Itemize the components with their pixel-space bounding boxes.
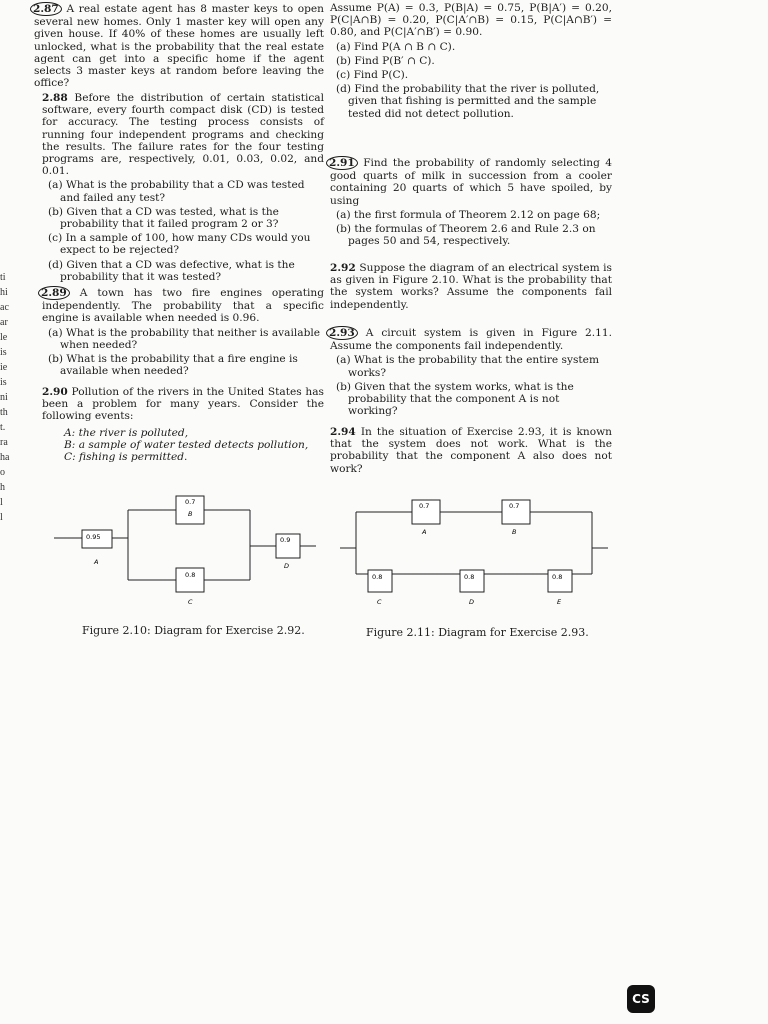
event-definition: C: fishing is permitted. xyxy=(64,451,188,464)
exercise-part: (a) What is the probability that the entire system works? xyxy=(336,354,599,379)
component-a xyxy=(82,530,112,566)
component-value: 0.8 xyxy=(185,571,196,579)
figure-2-11-diagram xyxy=(340,496,608,616)
component-b xyxy=(176,496,204,524)
component-b xyxy=(502,500,530,536)
exercise-part: (a) What is the probability that neither is available when needed? xyxy=(48,326,321,351)
component-label: D xyxy=(284,562,290,570)
exercise-2-94 xyxy=(330,426,612,475)
exercise-part: (b) What is the probability that a fire engine is available when needed? xyxy=(48,353,298,378)
figure-2-11-caption: Figure 2.11: Diagram for Exercise 2.93. xyxy=(366,626,589,639)
figure-2-10-caption: Figure 2.10: Diagram for Exercise 2.92. xyxy=(82,624,305,637)
exercise-2-93 xyxy=(330,326,612,417)
exercise-text: Pollution of the rivers in the United States has been a problem for many years. Consider the following events: xyxy=(42,386,324,423)
figure-2-10-diagram xyxy=(54,494,316,614)
component-label: C xyxy=(377,598,382,606)
exercise-part: (b) Given that the system works, what is the probability that the component A is not working? xyxy=(336,380,574,418)
component-label: D xyxy=(469,598,475,606)
exercise-2-87 xyxy=(34,2,324,89)
component-label: A xyxy=(422,528,427,536)
exercise-number-circled: 2.91 xyxy=(326,156,358,170)
exercise-text: Assume P(A) = 0.3, P(B|A) = 0.75, P(B|A′) = 0.20, P(C|A∩B) = 0.20, P(C|A′∩B) = 0.15, P(C|A∩B′) = 0.80, and P(C|A′∩B′) = 0.90. xyxy=(330,2,612,39)
component-value: 0.7 xyxy=(509,502,520,510)
exercise-part: (d) Find the probability that the river is polluted, given that fishing is permitted and the sample tested did not detect pollution. xyxy=(336,83,600,120)
component-d xyxy=(276,534,300,570)
exercise-text: In the situation of Exercise 2.93, it is known that the system does not work. What is the probability that the component A also does not work? xyxy=(330,426,612,475)
exercise-part: (b) the formulas of Theorem 2.6 and Rule 2.3 on pages 50 and 54, respectively. xyxy=(336,223,596,248)
exercise-part: (a) the first formula of Theorem 2.12 on page 68; xyxy=(336,208,601,221)
exercise-number-circled: 2.89 xyxy=(38,286,70,300)
exercise-2-90-continued xyxy=(330,2,612,120)
exercise-number: 2.92 xyxy=(330,262,356,274)
exercise-text: A real estate agent has 8 master keys to open several new homes. Only 1 master key will open any given house. If 40% of these homes are usually left unlocked, what is the probability that the real estate agent can get into a specific home if the agent selects 3 master keys at random before leaving the office? xyxy=(34,3,324,90)
component-label: A xyxy=(94,558,99,566)
component-value: 0.9 xyxy=(280,536,291,544)
exercise-2-89 xyxy=(42,286,324,377)
exercise-part: (b) Find P(B′ ∩ C). xyxy=(336,54,435,67)
component-value: 0.8 xyxy=(372,573,383,581)
component-value: 0.7 xyxy=(419,502,430,510)
event-definition: B: a sample of water tested detects pollution, xyxy=(64,438,309,451)
exercise-2-92 xyxy=(330,262,612,311)
component-value: 0.95 xyxy=(86,533,101,541)
exercise-part: (c) Find P(C). xyxy=(336,69,409,82)
exercise-number-circled: 2.87 xyxy=(30,2,62,16)
exercise-number-circled: 2.93 xyxy=(326,326,358,340)
exercise-part: (a) What is the probability that a CD was tested and failed any test? xyxy=(48,179,305,204)
component-label: B xyxy=(188,510,193,518)
component-d xyxy=(460,570,484,606)
exercise-number: 2.94 xyxy=(330,426,356,438)
exercise-text: Suppose the diagram of an electrical system is as given in Figure 2.10. What is the probability that the system works? Assume the components fail independently. xyxy=(330,262,612,311)
exercise-part: (b) Given that a CD was tested, what is the probability that it failed program 2 or 3? xyxy=(48,205,279,231)
exercise-number: 2.90 xyxy=(42,386,68,398)
component-c xyxy=(176,568,204,606)
exercise-part: (a) Find P(A ∩ B ∩ C). xyxy=(336,40,456,53)
exercise-text: A town has two fire engines operating independently. The probability that a specific engine is available when needed is 0.96. xyxy=(42,287,324,325)
exercise-2-90 xyxy=(42,386,324,463)
component-a xyxy=(412,500,440,536)
camscanner-logo: CS xyxy=(627,985,655,1013)
component-value: 0.8 xyxy=(552,573,563,581)
exercise-part: (d) Given that a CD was defective, what is the probability that it was tested? xyxy=(48,258,295,283)
event-definition: A: the river is polluted, xyxy=(64,426,189,439)
exercise-2-91 xyxy=(330,156,612,247)
exercise-2-88 xyxy=(42,92,324,283)
component-c xyxy=(368,570,392,606)
exercise-part: (c) In a sample of 100, how many CDs would you expect to be rejected? xyxy=(48,232,311,257)
exercise-text: A circuit system is given in Figure 2.11. Assume the components fail independently. xyxy=(330,327,612,353)
component-e xyxy=(548,570,572,606)
binding-edge-text: ti hi ac ar le is ie is ni th t. ra ha o h l l xyxy=(0,272,10,523)
component-label: E xyxy=(557,598,562,606)
exercise-text: Before the distribution of certain statistical software, every fourth compact disk (CD) is tested for accuracy. The testing process consists of running four independent programs and checking the results. The failure rates for the four testing programs are, respectively, 0.01, 0.03, 0.02, and 0.01. xyxy=(42,92,324,178)
exercise-text: Find the probability of randomly selecting 4 good quarts of milk in succession from a cooler containing 20 quarts of which 5 have spoiled, by using xyxy=(330,157,612,207)
component-value: 0.7 xyxy=(185,498,196,506)
component-label: C xyxy=(188,598,193,606)
exercise-number: 2.88 xyxy=(42,92,68,104)
component-value: 0.8 xyxy=(464,573,475,581)
component-label: B xyxy=(512,528,517,536)
